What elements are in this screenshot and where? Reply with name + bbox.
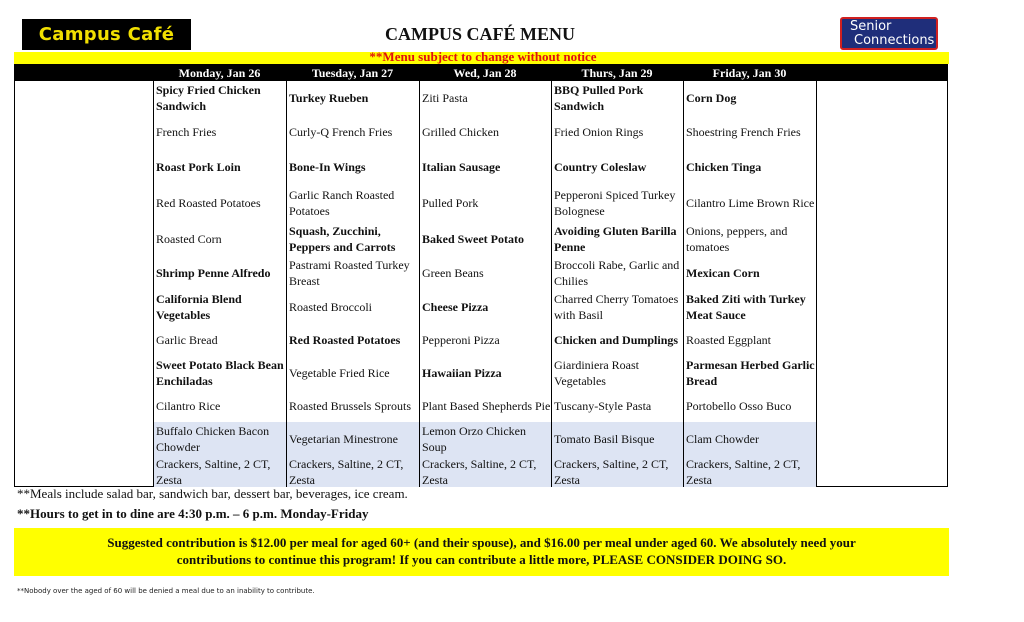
menu-item xyxy=(684,149,816,185)
menu-item xyxy=(154,422,286,456)
menu-item-text: Cilantro Rice xyxy=(156,399,221,413)
menu-item xyxy=(684,221,816,256)
menu-item-text: Bone-In Wings xyxy=(289,160,366,174)
menu-item xyxy=(287,356,419,390)
menu-item-text: Cheese Pizza xyxy=(422,299,489,314)
menu-item xyxy=(287,149,419,185)
contribution-box xyxy=(14,528,949,576)
menu-item xyxy=(420,114,551,149)
menu-item-text: Garlic Ranch Roasted Potatoes xyxy=(289,188,395,218)
menu-item-text: Fried Onion Rings xyxy=(554,124,644,139)
menu-item-text: Lemon Orzo Chicken Soup xyxy=(422,424,526,454)
menu-item-text: Red Roasted Potatoes xyxy=(156,196,261,210)
campus-cafe-logo: Campus Café xyxy=(22,19,191,50)
senior-connections-logo xyxy=(840,17,938,50)
menu-item xyxy=(287,390,419,422)
menu-item xyxy=(420,390,551,422)
menu-item xyxy=(552,81,683,114)
menu-item-text: Country Coleslaw xyxy=(554,160,647,174)
menu-item-text: Broccoli Rabe, Garlic and Chilies xyxy=(554,258,680,288)
menu-item xyxy=(154,114,286,149)
menu-item xyxy=(684,185,816,221)
menu-item-text: Hawaiian Pizza xyxy=(422,366,502,380)
menu-item-text: Vegetable Fried Rice xyxy=(289,366,390,380)
menu-item-text: Crackers, Saltine, 2 CT, Zesta xyxy=(686,456,801,487)
column-divider xyxy=(683,81,684,487)
column-divider xyxy=(419,81,420,487)
menu-item-text: Shrimp Penne Alfredo xyxy=(156,266,271,280)
menu-item-text: Onions, peppers, and tomatoes xyxy=(686,223,788,254)
menu-item xyxy=(420,256,551,290)
menu-item xyxy=(420,221,551,256)
column-divider xyxy=(153,81,154,487)
day-header: Friday, Jan 30 xyxy=(683,65,816,81)
menu-item xyxy=(552,456,683,487)
menu-item xyxy=(552,356,683,390)
menu-item xyxy=(420,356,551,390)
menu-item-text: Tomato Basil Bisque xyxy=(554,432,655,446)
menu-item-text: Mexican Corn xyxy=(686,266,760,280)
menu-item xyxy=(154,256,286,290)
menu-item xyxy=(287,221,419,256)
menu-item-text: Roasted Broccoli xyxy=(289,299,372,314)
menu-item-text: Crackers, Saltine, 2 CT, Zesta xyxy=(422,456,537,487)
meals-include-note: **Meals include salad bar, sandwich bar, dessert bar, beverages, ice cream. xyxy=(17,486,408,501)
menu-item-text: Baked Ziti with Turkey Meat Sauce xyxy=(686,291,806,322)
menu-item-text: Roast Pork Loin xyxy=(156,160,241,174)
day-header: Thurs, Jan 29 xyxy=(551,65,683,81)
menu-item xyxy=(287,456,419,487)
menu-item-text: Pulled Pork xyxy=(422,196,479,210)
menu-item xyxy=(684,323,816,356)
menu-item xyxy=(287,256,419,290)
menu-item-text: Chicken and Dumplings xyxy=(554,332,679,347)
menu-item xyxy=(552,256,683,290)
menu-item-text: Crackers, Saltine, 2 CT, Zesta xyxy=(554,456,669,487)
menu-item-text: Italian Sausage xyxy=(422,160,501,174)
menu-item xyxy=(154,149,286,185)
menu-item-text: Garlic Bread xyxy=(156,332,218,347)
menu-item-text: Crackers, Saltine, 2 CT, Zesta xyxy=(156,456,271,487)
menu-item-text: Cilantro Lime Brown Rice xyxy=(686,196,815,210)
menu-item xyxy=(287,114,419,149)
menu-item-text: Red Roasted Potatoes xyxy=(289,332,401,347)
menu-item-text: Charred Cherry Tomatoes with Basil xyxy=(554,291,679,322)
logo-line-1: Senior xyxy=(850,19,892,34)
menu-item xyxy=(154,290,286,323)
menu-item xyxy=(287,185,419,221)
menu-item-text: Green Beans xyxy=(422,266,484,280)
menu-item-text: Portobello Osso Buco xyxy=(686,399,792,413)
menu-item xyxy=(684,390,816,422)
menu-item xyxy=(287,323,419,356)
menu-item xyxy=(154,221,286,256)
menu-item-text: Vegetarian Minestrone xyxy=(289,432,398,446)
menu-item xyxy=(552,323,683,356)
menu-item xyxy=(420,422,551,456)
menu-item-text: Roasted Corn xyxy=(156,231,222,246)
menu-item xyxy=(420,323,551,356)
menu-item-text: Parmesan Herbed Garlic Bread xyxy=(686,358,815,388)
column-divider xyxy=(551,81,552,487)
menu-item-text: Baked Sweet Potato xyxy=(422,231,524,246)
notice-text: **Menu subject to change without notice xyxy=(369,49,597,64)
menu-item xyxy=(552,185,683,221)
menu-item xyxy=(154,185,286,221)
hours-note: **Hours to get in to dine are 4:30 p.m. – 6 p.m. Monday-Friday xyxy=(17,506,369,521)
menu-item-text: Crackers, Saltine, 2 CT, Zesta xyxy=(289,456,404,487)
day-header: Tuesday, Jan 27 xyxy=(286,65,419,81)
menu-item xyxy=(552,149,683,185)
page-title: CAMPUS CAFÉ MENU xyxy=(385,24,575,44)
menu-item xyxy=(552,290,683,323)
menu-item xyxy=(154,81,286,114)
menu-item xyxy=(154,390,286,422)
menu-item xyxy=(684,114,816,149)
menu-item xyxy=(287,422,419,456)
menu-item-text: Avoiding Gluten Barilla Penne xyxy=(554,223,677,254)
menu-item-text: Tuscany-Style Pasta xyxy=(554,399,652,413)
menu-item xyxy=(154,456,286,487)
menu-item-text: BBQ Pulled Pork Sandwich xyxy=(554,82,644,113)
menu-item xyxy=(420,149,551,185)
menu-item-text: Pepperoni Spiced Turkey Bolognese xyxy=(554,188,676,218)
menu-item-text: Chicken Tinga xyxy=(686,160,762,174)
menu-item-text: Squash, Zucchini, Peppers and Carrots xyxy=(289,223,396,254)
menu-item xyxy=(552,114,683,149)
menu-item-text: Turkey Rueben xyxy=(289,90,369,105)
menu-item-text: Plant Based Shepherds Pie xyxy=(422,399,551,413)
menu-item-text: Grilled Chicken xyxy=(422,124,499,139)
menu-item xyxy=(684,256,816,290)
menu-item-text: Corn Dog xyxy=(686,90,737,105)
logo-line-2: Connections xyxy=(854,33,935,48)
menu-item-text: Sweet Potato Black Bean Enchiladas xyxy=(156,358,284,388)
menu-item-text: California Blend Vegetables xyxy=(156,291,242,322)
menu-item xyxy=(420,290,551,323)
menu-item xyxy=(684,422,816,456)
menu-item xyxy=(420,81,551,114)
menu-item-text: Curly-Q French Fries xyxy=(289,124,393,139)
menu-item xyxy=(684,81,816,114)
menu-item xyxy=(552,422,683,456)
menu-item-text: Clam Chowder xyxy=(686,432,759,446)
footnote: **Nobody over the aged of 60 will be denied a meal due to an inability to contribute. xyxy=(17,587,315,595)
menu-item xyxy=(154,323,286,356)
menu-item xyxy=(420,185,551,221)
menu-item-text: Shoestring French Fries xyxy=(686,124,801,139)
menu-item xyxy=(684,356,816,390)
menu-item-text: Buffalo Chicken Bacon Chowder xyxy=(156,424,270,454)
menu-item-text: Pepperoni Pizza xyxy=(422,332,500,347)
menu-item xyxy=(552,390,683,422)
menu-item-text: Roasted Eggplant xyxy=(686,332,771,347)
day-header: Wed, Jan 28 xyxy=(419,65,551,81)
menu-item-text: Spicy Fried Chicken Sandwich xyxy=(156,82,261,113)
menu-item xyxy=(420,456,551,487)
column-divider xyxy=(816,81,817,487)
menu-item-text: French Fries xyxy=(156,124,217,139)
day-header: Monday, Jan 26 xyxy=(153,65,286,81)
menu-item xyxy=(287,290,419,323)
menu-item xyxy=(552,221,683,256)
menu-item-text: Pastrami Roasted Turkey Breast xyxy=(289,258,410,288)
menu-item xyxy=(684,290,816,323)
menu-item-text: Giardiniera Roast Vegetables xyxy=(554,358,639,388)
menu-item xyxy=(684,456,816,487)
contribution-line-2: contributions to continue this program! If you can contribute a little more, PLEASE CONSIDER DOING SO. xyxy=(176,552,787,567)
menu-item-text: Ziti Pasta xyxy=(422,90,468,105)
menu-item xyxy=(154,356,286,390)
contribution-line-1: Suggested contribution is $12.00 per meal for aged 60+ (and their spouse), and $16.00 per meal under aged 60. We absolutely need your xyxy=(107,535,856,550)
column-divider xyxy=(286,81,287,487)
menu-item-text: Roasted Brussels Sprouts xyxy=(289,399,412,413)
menu-item xyxy=(287,81,419,114)
